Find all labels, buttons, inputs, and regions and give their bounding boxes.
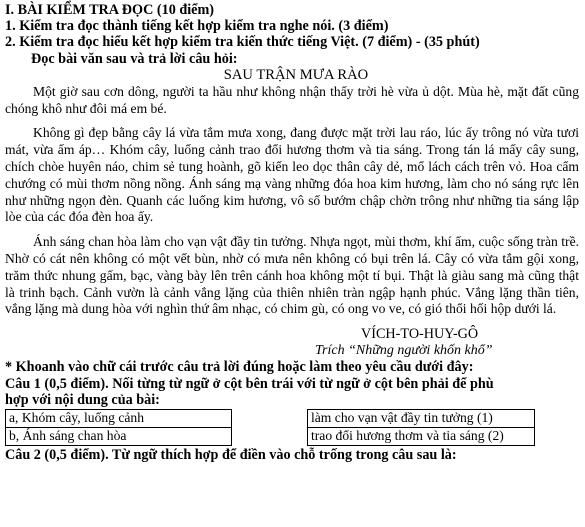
part-2-heading: 2. Kiểm tra đọc hiểu kết hợp kiểm tra kiến thức tiếng Việt. (7 điểm) - (35 phút) xyxy=(5,34,480,51)
story-source: Trích “Những người khốn khổ” xyxy=(315,343,493,359)
questions-instruction: * Khoanh vào chữ cái trước câu trả lời đúng hoặc làm theo yêu cầu dưới đây: xyxy=(5,359,474,376)
story-paragraph-3: Ánh sáng chan hòa làm cho vạn vật đầy tin tưởng. Nhựa ngọt, mùi thơm, khí ẩm, cuộc sống tràn trề. Nhờ có cát nên không có một vết bùn, nhờ có mưa nên không có bụi trên lá. Cây có vừa tắm gội xong, trăm thức nhung gấm, bạc, vàng bày lên trên cánh hoa không một tí bụi. Thật là giàu sang mà cũng thật là trinh bạch. Cảnh vườn là cảnh vắng lặng của thiên nhiên tràn ngập hạnh phúc. Vắng lặng thần tiên, vắng lặng mà dung hòa với nghìn thứ âm nhạc, có chim gù, có ong vo ve, có gió thổi hối hộp dưới lá. xyxy=(5,234,579,317)
match-left-a: a, Khóm cây, luống cảnh xyxy=(5,409,232,428)
question-1-line-1: Câu 1 (0,5 điểm). Nối từng từ ngữ ở cột bên trái với từ ngữ ở cột bên phải để phù xyxy=(5,375,494,392)
match-left-b: b, Ánh sáng chan hòa xyxy=(5,427,232,446)
matching-table xyxy=(5,409,579,447)
story-paragraph-2: Không gì đẹp bằng cây lá vừa tắm mưa xong, đang được mặt trời lau ráo, lúc ấy trông nó vừa tươi mát, vừa ấm áp… Khóm cây, luống cảnh trao đổi hương thơm và tia sáng. Trong tán lá mấy cây sung, chích chòe huyên náo, chim sẻ tung hoành, gõ kiến leo dọc thân cây dẻ, mổ lách cách trên vỏ. Hoa cẩm chướng có mùi thơm nồng nồng. Ánh sáng mạ vàng những đóa hoa kim hương, làm cho nó sáng rực lên như những ngọn đèn. Quanh các luống kim hương, vô số bướm chập chờn trông như những tia sáng lập lòe của các đóa đèn hoa ấy. xyxy=(5,125,579,225)
question-1-line-2: hợp với nội dung của bài: xyxy=(5,391,160,408)
match-right-2: trao đổi hương thơm và tia sáng (2) xyxy=(307,427,535,446)
story-paragraph-1: Một giờ sau cơn dông, người ta hầu như không nhận thấy trời hè vừa ủ dột. Mùa hè, mặt đất cũng chóng khô như đôi má em bé. xyxy=(5,83,579,116)
reading-instruction: Đọc bài văn sau và trả lời câu hỏi: xyxy=(31,50,238,67)
question-2: Câu 2 (0,5 điểm). Từ ngữ thích hợp để điền vào chỗ trống trong câu sau là: xyxy=(5,447,457,464)
story-title: SAU TRẬN MƯA RÀO xyxy=(223,66,369,83)
part-1-heading: 1. Kiểm tra đọc thành tiếng kết hợp kiểm tra nghe nói. (3 điểm) xyxy=(5,18,389,35)
match-right-1: làm cho vạn vật đầy tin tưởng (1) xyxy=(307,409,535,428)
story-author: VÍCH-TO-HUY-GÔ xyxy=(361,326,479,343)
section-title: I. BÀI KIỂM TRA ĐỌC (10 điểm) xyxy=(5,2,215,18)
